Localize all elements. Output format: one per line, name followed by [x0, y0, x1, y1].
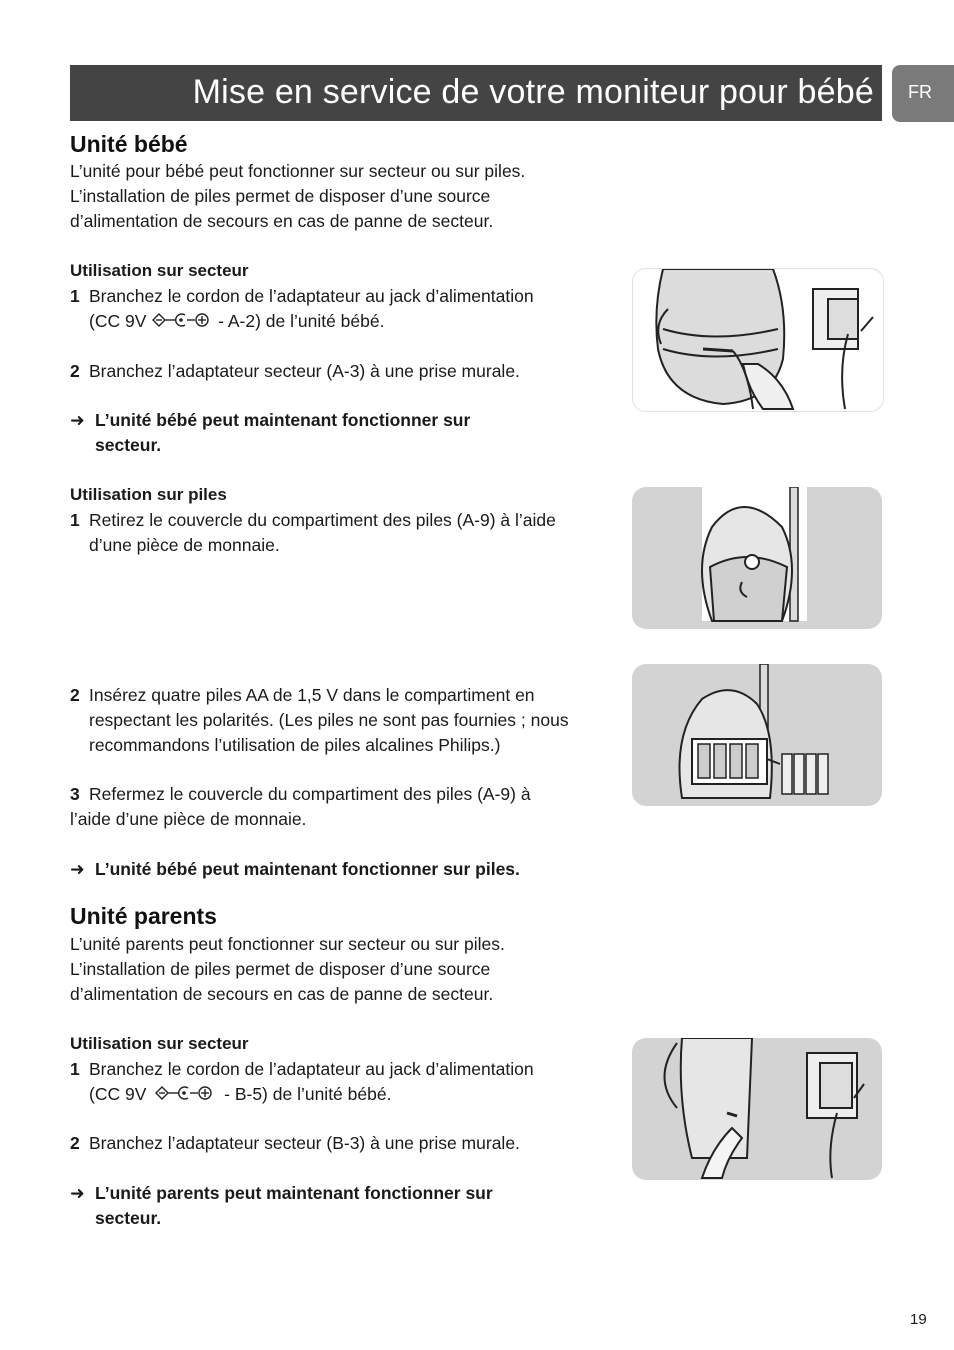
baby-unit-intro — [70, 159, 610, 234]
step-text-line — [89, 1082, 610, 1107]
baby-unit-mains-illustration — [632, 268, 884, 412]
polarity-symbol-icon — [151, 1085, 219, 1103]
baby-battery-step-2 — [70, 683, 610, 758]
step-text: Refermez le couvercle du compartiment des piles (A-9) à — [89, 784, 531, 804]
result-text: L’unité bébé peut maintenant fonctionner sur piles. — [95, 859, 520, 879]
baby-mains-heading: Utilisation sur secteur — [70, 261, 249, 280]
step-text: Retirez le couvercle du compartiment des piles (A-9) à l’aide — [89, 510, 556, 530]
step-text-line — [89, 309, 610, 334]
step-number: 1 — [70, 286, 80, 306]
step-text: l’aide d’une pièce de monnaie. — [70, 809, 307, 829]
baby-mains-result — [70, 408, 610, 458]
step-text: (CC 9V — [89, 311, 147, 331]
result-text: secteur. — [95, 435, 162, 455]
page-title: Mise en service de votre moniteur pour bébé — [192, 73, 874, 111]
intro-line: L’unité parents peut fonctionner sur secteur ou sur piles. — [70, 934, 505, 954]
baby-battery-heading: Utilisation sur piles — [70, 485, 227, 504]
arrow-icon: ➜ — [70, 410, 85, 430]
intro-line: L’installation de piles permet de disposer d’une source — [70, 186, 491, 206]
page-number: 19 — [910, 1311, 927, 1328]
step-text: d’une pièce de monnaie. — [89, 535, 280, 555]
baby-unit-battery-insert-icon — [632, 664, 882, 806]
baby-unit-battery-insert-illustration — [632, 664, 882, 806]
step-text: Branchez l’adaptateur secteur (B-3) à une prise murale. — [89, 1133, 520, 1153]
baby-mains-step-2 — [70, 359, 610, 384]
parent-mains-step-2 — [70, 1131, 610, 1156]
intro-line: L’unité pour bébé peut fonctionner sur secteur ou sur piles. — [70, 161, 526, 181]
title-bar — [70, 65, 882, 121]
parent-unit-heading: Unité parents — [70, 903, 217, 929]
step-text: Branchez le cordon de l’adaptateur au jack d’alimentation — [89, 286, 534, 306]
step-text: respectant les polarités. (Les piles ne sont pas fournies ; nous — [89, 710, 569, 730]
step-number: 2 — [70, 1133, 80, 1153]
language-tab — [892, 65, 954, 122]
parent-mains-result — [70, 1181, 610, 1231]
step-number: 2 — [70, 685, 80, 705]
step-number: 1 — [70, 1059, 80, 1079]
arrow-icon: ➜ — [70, 1183, 85, 1203]
step-text: Branchez l’adaptateur secteur (A-3) à une prise murale. — [89, 361, 520, 381]
baby-battery-step-1 — [70, 508, 610, 558]
baby-battery-result — [70, 857, 610, 882]
result-text: secteur. — [95, 1208, 162, 1228]
parent-unit-mains-plug-icon — [632, 1038, 882, 1180]
baby-unit-battery-cover-icon — [632, 487, 882, 629]
step-text: Branchez le cordon de l’adaptateur au jack d’alimentation — [89, 1059, 534, 1079]
arrow-icon: ➜ — [70, 859, 85, 879]
step-number: 3 — [70, 784, 80, 804]
step-text: - B-5) de l’unité bébé. — [224, 1084, 392, 1104]
language-label: FR — [908, 82, 932, 102]
baby-mains-step-1 — [70, 284, 610, 334]
step-text: - A-2) de l’unité bébé. — [218, 311, 385, 331]
baby-unit-battery-cover-illustration — [632, 487, 882, 629]
step-text: (CC 9V — [89, 1084, 147, 1104]
parent-unit-intro — [70, 932, 610, 1007]
baby-unit-heading: Unité bébé — [70, 131, 188, 157]
step-text: Insérez quatre piles AA de 1,5 V dans le compartiment en — [89, 685, 535, 705]
intro-line: d’alimentation de secours en cas de panne de secteur. — [70, 211, 494, 231]
step-number: 2 — [70, 361, 80, 381]
result-text: L’unité bébé peut maintenant fonctionner sur — [95, 410, 471, 430]
baby-battery-step-3 — [70, 782, 610, 832]
step-text: recommandons l’utilisation de piles alcalines Philips.) — [89, 735, 501, 755]
result-text: L’unité parents peut maintenant fonctionner sur — [95, 1183, 493, 1203]
parent-mains-heading: Utilisation sur secteur — [70, 1034, 249, 1053]
step-number: 1 — [70, 510, 80, 530]
intro-line: L’installation de piles permet de disposer d’une source — [70, 959, 491, 979]
parent-mains-step-1 — [70, 1057, 610, 1107]
baby-unit-mains-plug-icon — [633, 269, 883, 411]
intro-line: d’alimentation de secours en cas de panne de secteur. — [70, 984, 494, 1004]
polarity-symbol-icon — [151, 312, 213, 330]
parent-unit-mains-illustration — [632, 1038, 882, 1180]
